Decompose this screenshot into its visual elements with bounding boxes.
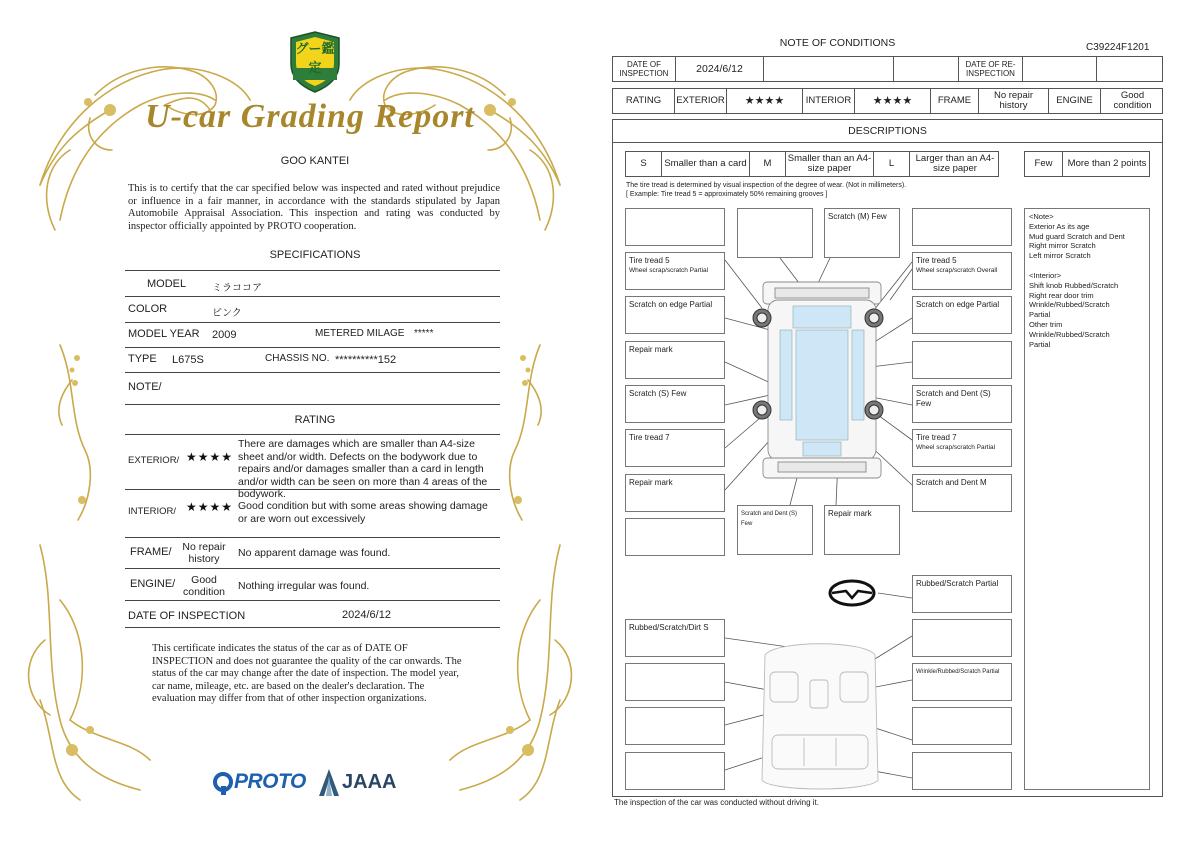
desc-box-left-tire-front: Tire tread 5 Wheel scrap/scratch Partial (625, 252, 725, 290)
note-line: Exterior As its age (1029, 221, 1090, 231)
exterior-stars: ★★★★ (727, 89, 803, 113)
desc-box-top-right (912, 208, 1012, 246)
divider (125, 372, 500, 373)
exterior-label: EXTERIOR/ (128, 455, 180, 466)
chassis-label: CHASSIS NO. (265, 353, 330, 364)
note-line (1029, 261, 1145, 271)
metered-mileage-label: METERED MILAGE (315, 328, 405, 339)
condition-notes (1024, 208, 1150, 790)
desc-box-left-empty-bottom (625, 518, 725, 556)
type-value: L675S (172, 354, 204, 366)
report-title: U-car Grading Report (145, 98, 475, 135)
note-line: Wrinkle/Rubbed/Scratch (1029, 329, 1110, 339)
note-line: <Interior> (1029, 270, 1062, 280)
divider (125, 404, 500, 405)
engine-value: Good condition (182, 574, 226, 598)
interior-stars: ★★★★ (186, 500, 234, 514)
certificate-intro: This is to certify that the car specified below was inspected and rated without prejudice or influence in a fair manner, in accordance with the standards stipulated by Japan Automobile Appraisal Association. This inspection and rating was conducted by inspector officially appointed by PROTO cooperation. (128, 183, 500, 232)
color-label: COLOR (128, 303, 168, 315)
divider (125, 322, 500, 323)
desc-box-interior-right-3 (912, 707, 1012, 745)
frame-value: No repair history (979, 89, 1049, 113)
note-line: Right mirror Scratch (1029, 241, 1096, 251)
proto-logo: PROTO (234, 770, 306, 793)
desc-box-interior-left-2 (625, 663, 725, 701)
interior-label: INTERIOR (803, 89, 855, 113)
note-of-conditions-page (600, 0, 1200, 848)
chassis-value: **********152 (335, 354, 397, 366)
color-value: ピンク (212, 308, 242, 319)
divider (125, 296, 500, 297)
desc-box-left-repair-1: Repair mark (625, 341, 725, 379)
legend-key-s: S (626, 152, 662, 176)
jaaa-logo: JAAA (342, 771, 397, 793)
desc-box-right-tire-rear: Tire tread 7 Wheel scrap/scratch Partial (912, 429, 1012, 467)
note-line: Partial (1029, 310, 1051, 320)
desc-box-left-tire-rear: Tire tread 7 (625, 429, 725, 467)
divider (125, 270, 500, 271)
desc-box-right-edge: Scratch on edge Partial (912, 296, 1012, 334)
metered-mileage-value: ***** (414, 328, 434, 339)
certificate-footer: This certificate indicates the status of the car as of DATE OF INSPECTION and does not guarantee the quality of the car onwards. The status of the car may change after the date of inspection. The model year, car name, mileage, etc. are based on the dealer's declaration. The evaluation may differ from that of other inspection organizations. (152, 643, 462, 704)
interior-label: INTERIOR/ (128, 506, 177, 517)
divider (125, 347, 500, 348)
engine-value: Good condition (1113, 89, 1152, 111)
desc-box-right-scratch-dent-m: Scratch and Dent M (912, 474, 1012, 512)
type-label: TYPE (128, 353, 157, 365)
jaaa-logo-icon (318, 768, 340, 798)
desc-box-left-edge: Scratch on edge Partial (625, 296, 725, 334)
legend-text-s: Smaller than a card (662, 152, 750, 176)
interior-description: Good condition but with some areas showing damage or are worn out excessively (238, 500, 488, 525)
desc-box-bottom-mid-left: Scratch and Dent (S) Few (737, 505, 813, 555)
desc-box-left-scratch-s: Scratch (S) Few (625, 385, 725, 423)
exterior-label: EXTERIOR (675, 89, 727, 113)
frame-description: No apparent damage was found. (238, 547, 391, 559)
model-label: MODEL (147, 278, 187, 290)
few-text: More than 2 points (1067, 157, 1147, 169)
date-of-inspection-label: DATE OF INSPECTION (128, 610, 246, 622)
divider (125, 600, 500, 601)
note-line: Right rear door trim (1029, 290, 1094, 300)
proto-logo-icon (212, 770, 234, 796)
exterior-description: There are damages which are smaller than A4-size sheet and/or width. Defects on the bodywork due to repairs and/or damages smaller than a card in length and/or width can be seen on more than 4 areas of the bodywork. (238, 438, 488, 500)
desc-box-interior-left-1: Rubbed/Scratch/Dirt S (625, 619, 725, 657)
divider (125, 568, 500, 569)
date-of-inspection-value: 2024/6/12 (342, 609, 391, 621)
few-label: Few (1025, 152, 1063, 176)
date-inspection-label: DATE OF INSPECTION (613, 57, 676, 81)
engine-label: ENGINE (1049, 89, 1101, 113)
model-year-value: 2009 (212, 329, 237, 341)
desc-box-bottom-mid-right: Repair mark (824, 505, 900, 555)
divider (125, 627, 500, 628)
divider (125, 434, 500, 435)
steering-wheel-icon (830, 581, 874, 605)
divider (125, 537, 500, 538)
desc-box-interior-right-4 (912, 752, 1012, 790)
model-year-label: MODEL YEAR (128, 328, 200, 340)
desc-box-top-mid-right: Scratch (M) Few (824, 208, 900, 258)
date-reinspection-label: DATE OF RE-INSPECTION (959, 57, 1023, 81)
descriptions-heading: DESCRIPTIONS (612, 119, 1163, 143)
engine-label: ENGINE/ (130, 578, 176, 590)
desc-box-interior-left-3 (625, 707, 725, 745)
note-label: NOTE/ (128, 381, 162, 393)
desc-box-right-scratch-dent: Scratch and Dent (S) Few (912, 385, 1012, 423)
rating-heading: RATING (294, 414, 336, 426)
interior-stars: ★★★★ (855, 89, 931, 113)
conditions-title: NOTE OF CONDITIONS (779, 37, 896, 49)
engine-description: Nothing irregular was found. (238, 580, 370, 592)
desc-box-interior-right-2: Wrinkle/Rubbed/Scratch Partial (912, 663, 1012, 701)
report-code: C39224F1201 (1086, 42, 1150, 53)
legend-text-m: Smaller than an A4-size paper (786, 152, 874, 176)
tire-tread-note: The tire tread is determined by visual inspection of the degree of wear. (Not in millimeters). [ Example: Tire tread 5 = approximately 50% remaining grooves ] (626, 182, 907, 198)
frame-value: No repair history (182, 541, 226, 565)
legend-text-l: Larger than an A4-size paper (915, 152, 995, 174)
note-line: Other trim (1029, 319, 1063, 329)
desc-box-steering: Rubbed/Scratch Partial (912, 575, 1012, 613)
model-value: ミラココア (212, 283, 262, 294)
note-line: <Note> (1029, 212, 1054, 221)
specifications-heading: SPECIFICATIONS (269, 249, 361, 261)
date-inspection-value: 2024/6/12 (676, 57, 764, 81)
note-line: Left mirror Scratch (1029, 251, 1091, 261)
badge-text: グー鑑定 (295, 41, 335, 75)
desc-box-left-repair-2: Repair mark (625, 474, 725, 512)
rating-label: RATING (613, 89, 675, 113)
desc-box-right-empty-1 (912, 341, 1012, 379)
report-subtitle: GOO KANTEI (280, 155, 350, 167)
note-line: Mud guard Scratch and Dent (1029, 231, 1125, 241)
desc-box-interior-right-1 (912, 619, 1012, 657)
divider (125, 489, 500, 490)
frame-label: FRAME (931, 89, 979, 113)
exterior-stars: ★★★★ (186, 450, 234, 464)
desc-box-right-tire-front: Tire tread 5 Wheel scrap/scratch Overall (912, 252, 1012, 290)
inspection-footer-note: The inspection of the car was conducted without driving it. (614, 798, 819, 807)
frame-label: FRAME/ (130, 546, 172, 558)
desc-box-interior-left-4 (625, 752, 725, 790)
note-line: Shift knob Rubbed/Scratch (1029, 280, 1119, 290)
legend-key-m: M (750, 152, 786, 176)
note-line: Wrinkle/Rubbed/Scratch (1029, 300, 1110, 310)
legend-key-l: L (874, 152, 910, 176)
desc-box-top-left (625, 208, 725, 246)
desc-box-top-mid-left (737, 208, 813, 258)
note-line: Partial (1029, 339, 1051, 349)
